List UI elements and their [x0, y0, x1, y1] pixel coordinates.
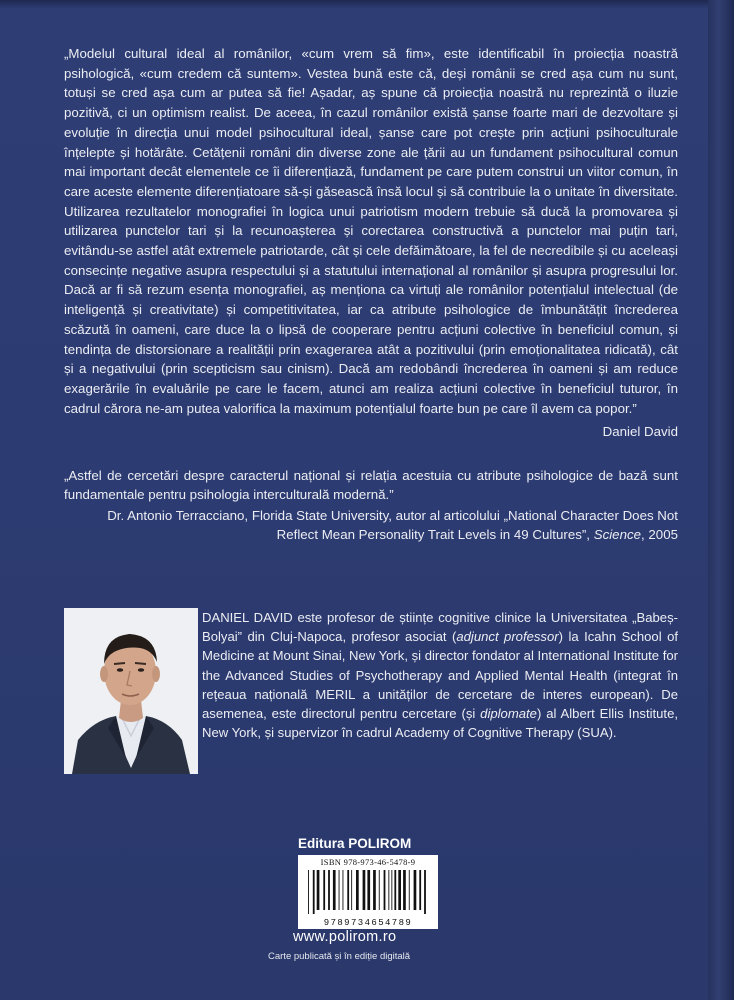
secondary-quote: „Astfel de cercetări despre caracterul național și relația acestuia cu atribute psihologice de bază sunt fundamentale pentru psihologia interculturală modernă.” [64, 468, 678, 503]
barcode-bar [308, 870, 309, 914]
barcode-bar [403, 870, 406, 910]
barcode-digits: 9789734654789 [323, 918, 413, 928]
quotes-section [64, 44, 678, 544]
barcode-bar [398, 870, 401, 910]
digital-edition-note: Carte publicată și în ediție digitală [268, 951, 411, 962]
bio-diplomate: diplomate [480, 706, 537, 722]
barcode-bar [424, 870, 426, 914]
isbn-number: ISBN 978-973-46-5478-9 [320, 857, 416, 867]
attribution-text: Dr. Antonio Terracciano, Florida State University, autor al articolului „National Character Does Not Reflect Mean Personality Trait Levels in 49 Cultures”, [107, 508, 678, 543]
author-bio [202, 608, 678, 742]
barcode-bar [414, 870, 417, 910]
isbn-barcode [298, 855, 438, 929]
barcode-bar [347, 870, 349, 910]
barcode-bar [317, 870, 320, 910]
barcode-bar [388, 870, 389, 910]
barcode-bar [379, 870, 380, 910]
author-section [64, 608, 678, 778]
barcode-bar [356, 870, 359, 910]
main-quote-author: Daniel David [602, 424, 678, 440]
barcode-bar [351, 870, 352, 910]
barcode-bar [384, 870, 386, 910]
secondary-quote-attribution [64, 506, 678, 544]
cover-top-edge [0, 0, 734, 8]
barcode-bar [328, 870, 330, 910]
attribution-journal: Science [593, 527, 642, 543]
barcode-bar [373, 870, 376, 910]
cover-spine-edge [708, 0, 734, 1000]
barcode-bar [333, 870, 336, 910]
barcode-bar [363, 870, 366, 910]
bio-text-3: ) al Albert Ellis Institute, New York, și supervizor în cadrul Academy of Cognitive Therapy (SUA). [202, 706, 678, 741]
barcode-bar [409, 870, 410, 910]
barcode-bars [307, 870, 429, 914]
barcode-bar [343, 870, 344, 910]
barcode-bar [391, 870, 392, 910]
attribution-year: , 2005 [641, 527, 678, 543]
bio-text-1: DANIEL DAVID este profesor de științe cognitive clinice la Universitatea „Babeș-Bolyai” din Cluj-Napoca, profesor asociat ( [202, 610, 678, 645]
author-photo [64, 608, 198, 774]
barcode-bar [394, 870, 396, 910]
barcode-bar [339, 870, 340, 910]
barcode-bar [323, 870, 325, 910]
barcode-bar [313, 870, 315, 914]
publisher-name: Editura POLIROM [298, 836, 412, 851]
bio-text-2: ) la Icahn School of Medicine at Mount Sinai, New York, și director fondator al International Institute for the Advanced Studies of Psychotherapy and Applied Mental Health (integrat în rețeaua națională MERIL a unităților de cercetare de interes european). De asemenea, este directorul pentru cercetare (și [202, 629, 678, 722]
barcode-bar [367, 870, 370, 910]
barcode-bar [419, 870, 421, 910]
main-quote: „Modelul cultural ideal al românilor, «cum vrem să fim», este identificabil în proiecția noastră psihologică, «cum credem că suntem». Vestea bună este că, deși românii se cred așa cum nu sunt, totuși se cred așa cum ar putea să fie! Așadar, aș spune că proiecția noastră nu reprezintă o iluzie pozitivă, ci un optimism realist. De aceea, în cazul românilor există șanse foarte mari de dezvoltare și evoluție în direcția unui model psihocultural ideal, șanse care pot crește prin acțiuni psihoculturale înțelepte și hotărâte. Cetățenii români din diverse zone ale țării au un fundament psihocultural comun mai important decât elementele ce îi diferențiază, fundament pe care putem construi un viitor comun, în care aceste elemente diferențiatoare să-și găsească însă locul și să contribuie la o unitate în diversitate. Utilizarea rezultatelor monografiei în logica unui patriotism modern trebuie să ducă la promovarea și utilizarea punctelor tari și la recunoașterea și corectarea constructivă a punctelor mai puțin tari, evitându-se astfel atât extremele patriotarde, cât și cele defăimătoare, la fel de necredibile și cu aceleași consecințe negative asupra respectului și a statutului internațional al românilor și asupra progresului lor. Dacă ar fi să rezum esența monografiei, aș menționa ca virtuți ale românilor potențialul intelectual (de inteligență și creativitate) și competitivitatea, iar ca atribute psihologice de îmbunătățit încrederea scăzută în oameni, care duce la o lipsă de cooperare pentru acțiuni colective în beneficiul comun, și tendința de distorsionare a realității prin exagerarea atât a pozitivului (prin emoționalitatea ridicată), cât și a negativului (prin scepticism sau cinism). Dacă am redobândi încrederea în oameni și am reduce exagerările în evaluările pe care le facem, atunci am realiza acțiuni colective în beneficiul tuturor, în cadrul cărora ne-am putea valorifica la maximum potențialul foarte bun pe care îl avem ca popor.” [64, 46, 678, 416]
bio-adjunct: adjunct professor [456, 629, 559, 645]
publisher-website[interactable]: www.polirom.ro [293, 929, 397, 945]
